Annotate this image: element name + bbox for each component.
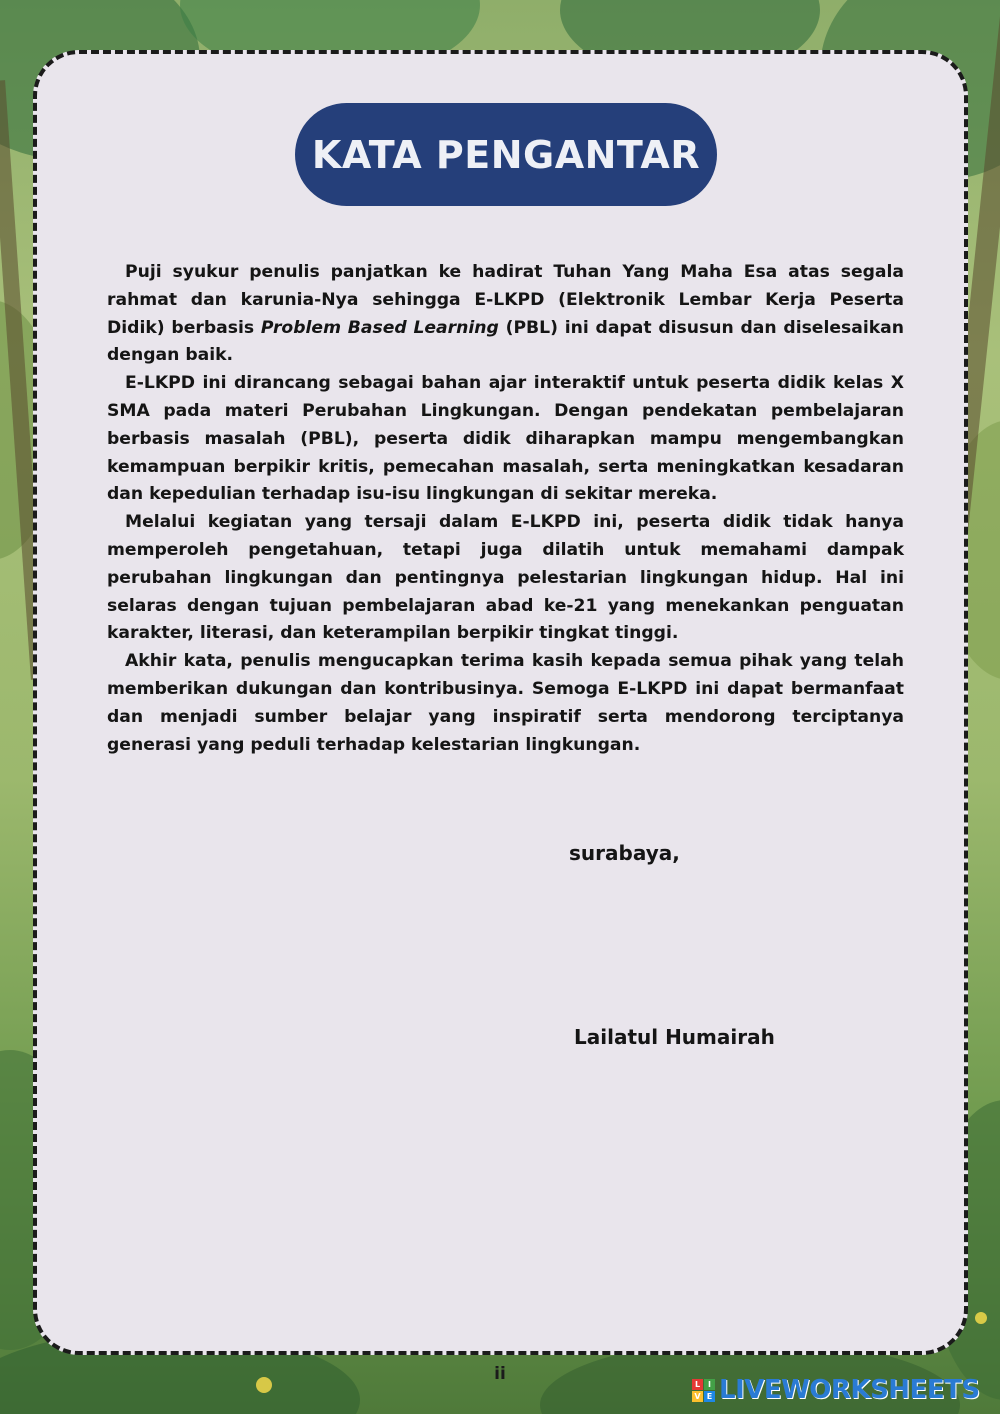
content-card [33, 50, 968, 1355]
emphasis-text: Problem Based Learning [260, 317, 499, 338]
logo-cell: L [692, 1379, 703, 1390]
paragraph-3: Melalui kegiatan yang tersaji dalam E-LKPD ini, peserta didik tidak hanya memperoleh pengetahuan, tetapi juga dilatih untuk memahami dampak perubahan lingkungan dan pentingnya pelestarian lingkungan hidup. Hal ini selaras dengan tujuan pembelajaran abad ke-21 yang menekankan penguatan karakter, literasi, dan keterampilan berpikir tingkat tinggi. [107, 512, 904, 644]
liveworksheets-logo-icon [692, 1379, 715, 1402]
page-number: ii [494, 1364, 506, 1384]
light-dot [975, 1312, 987, 1324]
paragraph-4: Akhir kata, penulis mengucapkan terima kasih kepada semua pihak yang telah memberikan dukungan dan kontribusinya. Semoga E-LKPD ini dapat bermanfaat dan menjadi sumber belajar yang inspiratif serta mendorong terciptanya generasi yang peduli terhadap kelestarian lingkungan. [107, 651, 904, 755]
paragraph-1: Puji syukur penulis panjatkan ke hadirat Tuhan Yang Maha Esa atas segala rahmat dan karunia-Nya sehingga E-LKPD (Elektronik Lembar Kerja Peserta Didik) berbasis Problem Based Learning (PBL) ini dapat disusun dan diselesaikan dengan baik. [107, 262, 904, 366]
author-name: Lailatul Humairah [574, 1025, 775, 1049]
logo-cell: I [704, 1379, 715, 1390]
logo-cell: E [704, 1391, 715, 1402]
brand-name: LIVEWORKSHEETS [719, 1375, 980, 1405]
liveworksheets-watermark [692, 1374, 980, 1406]
logo-cell: V [692, 1391, 703, 1402]
light-dot [256, 1377, 272, 1393]
page-title: KATA PENGANTAR [295, 103, 717, 206]
signature-place: surabaya, [569, 841, 680, 865]
foreword-body [107, 259, 904, 759]
paragraph-2: E-LKPD ini dirancang sebagai bahan ajar interaktif untuk peserta didik kelas X SMA pada materi Perubahan Lingkungan. Dengan pendekatan pembelajaran berbasis masalah (PBL), peserta didik diharapkan mampu mengembangkan kemampuan berpikir kritis, pemecahan masalah, serta meningkatkan kesadaran dan kepedulian terhadap isu-isu lingkungan di sekitar mereka. [107, 373, 904, 505]
